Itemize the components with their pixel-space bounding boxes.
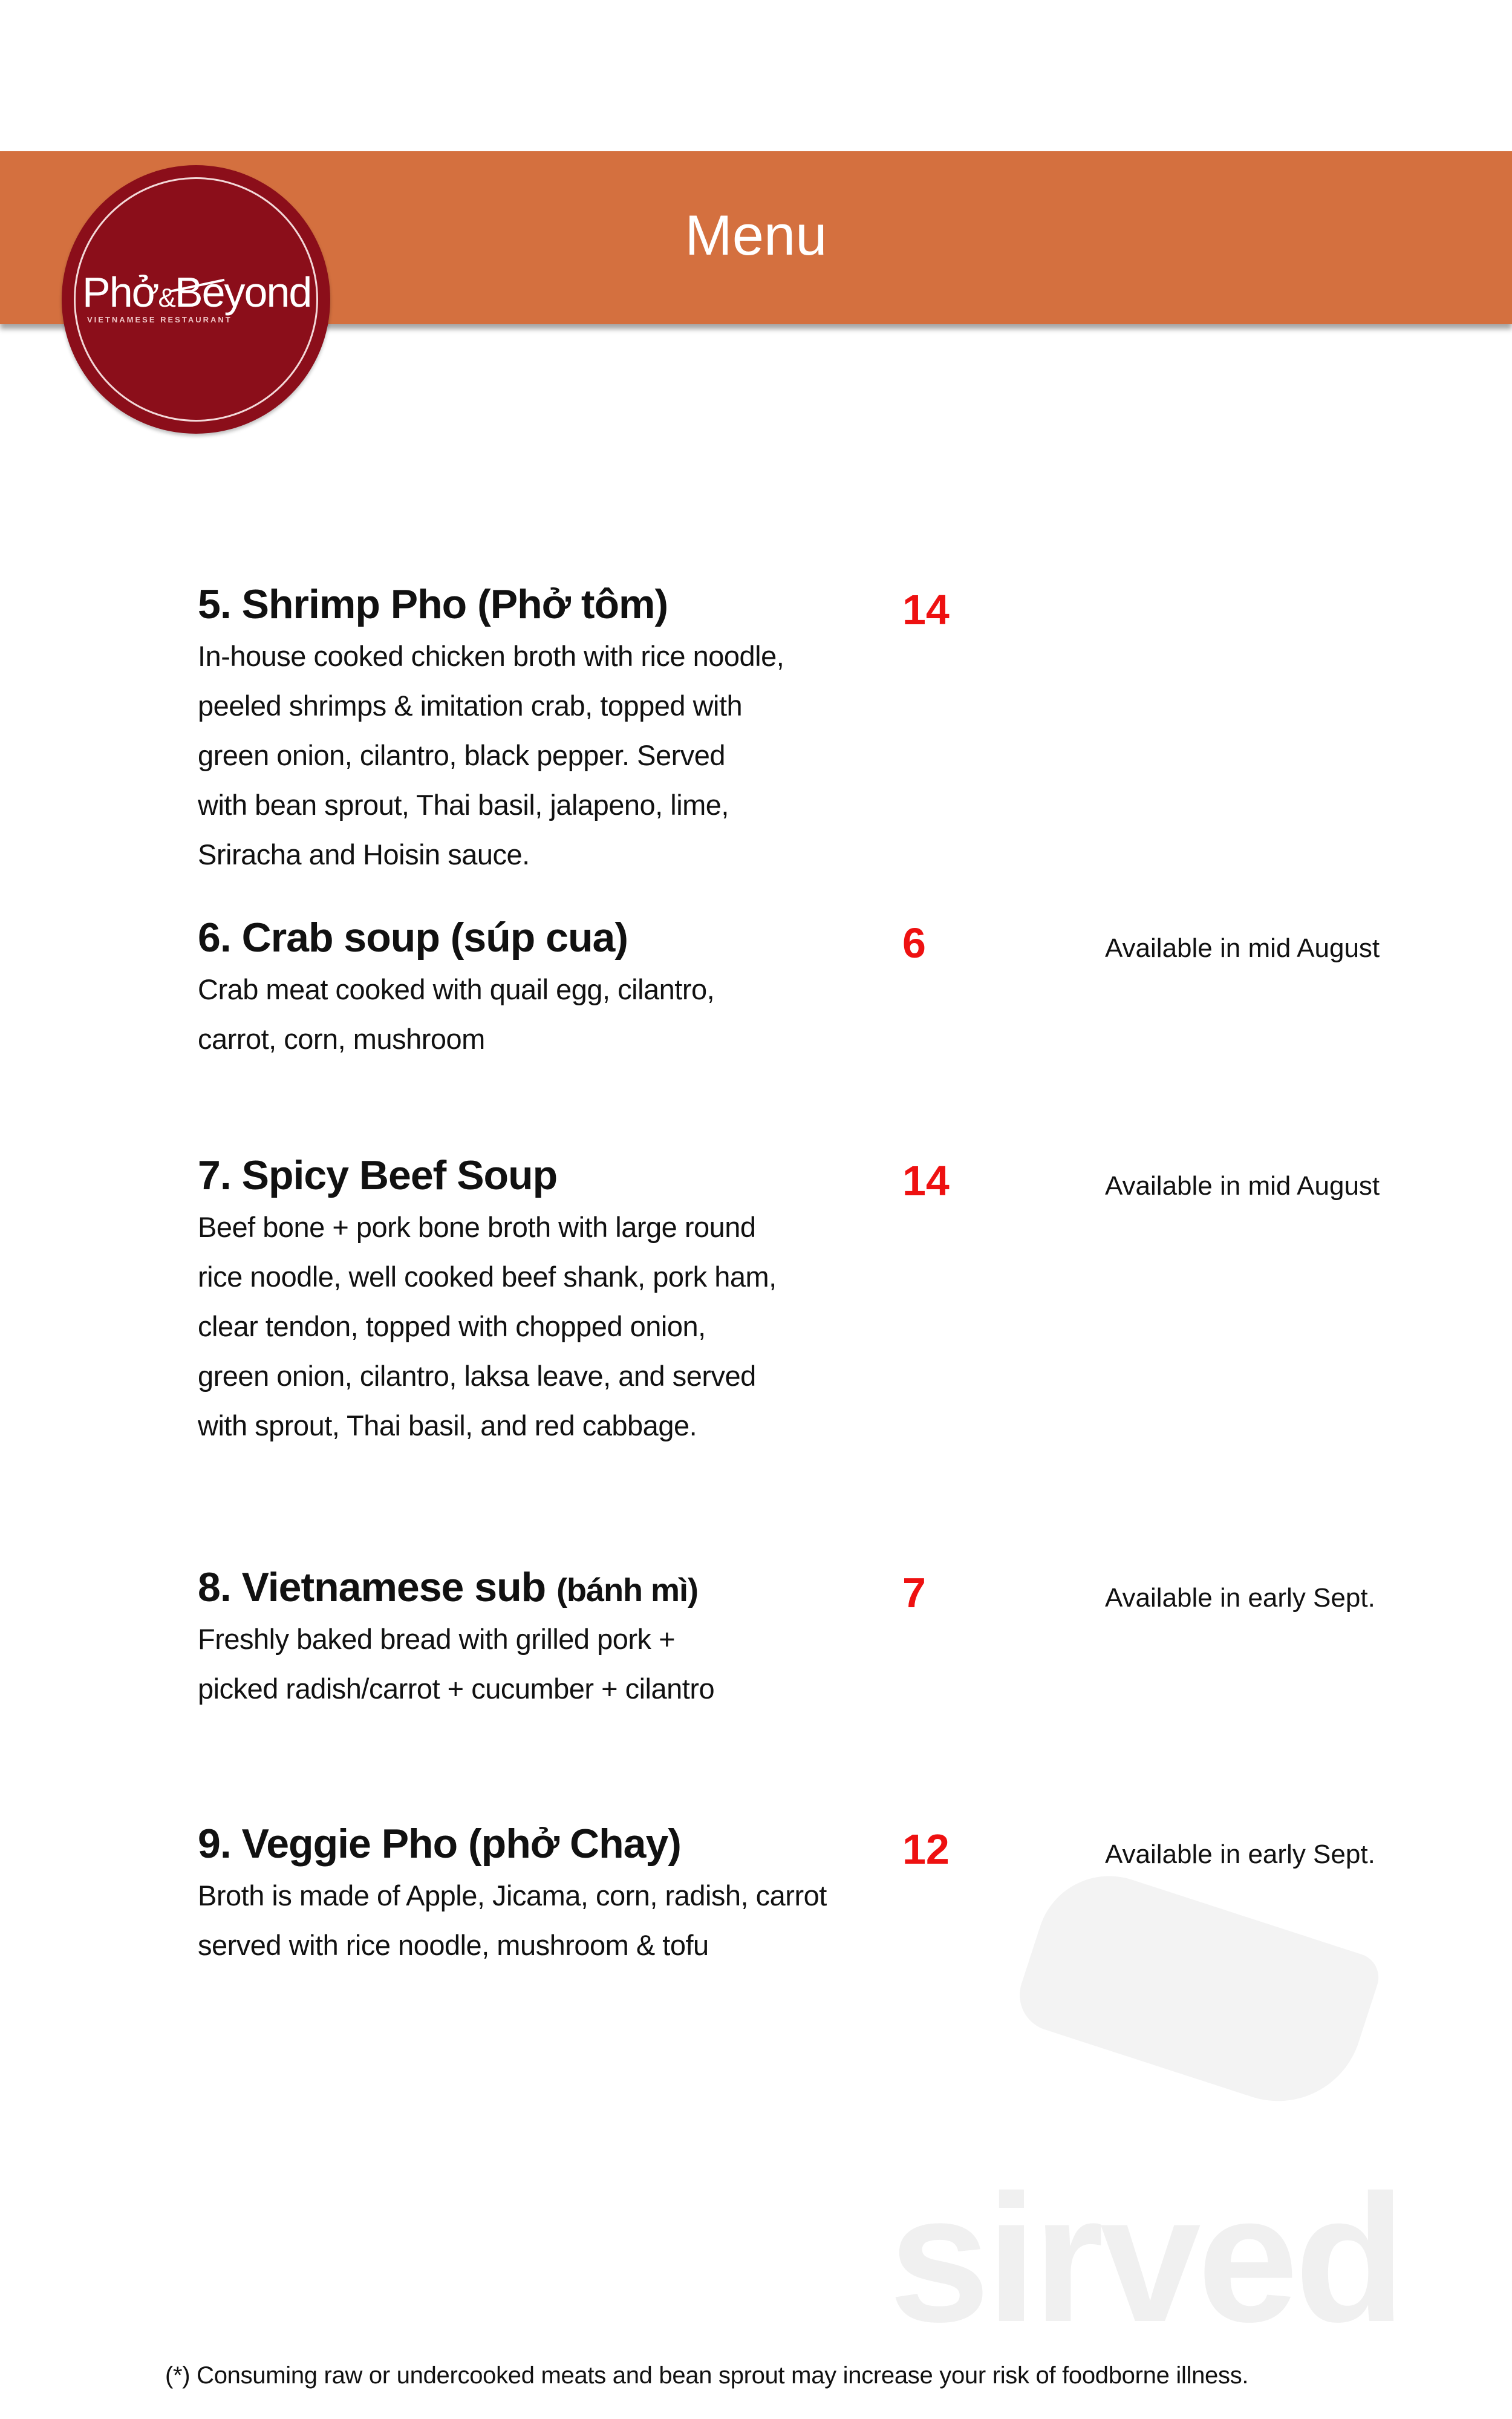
desc-line: served with rice noodle, mushroom & tofu [198,1929,709,1961]
menu-item [198,914,924,1064]
footer-disclaimer: (*) Consuming raw or undercooked meats and bean sprout may increase your risk of foodborne illness. [165,2362,1249,2389]
logo-subtitle: VIETNAMESE RESTAURANT [87,315,232,324]
desc-line: Broth is made of Apple, Jicama, corn, radish, carrot [198,1879,827,1911]
desc-line: Sriracha and Hoisin sauce. [198,838,530,870]
item-title-suffix: (bánh mì) [556,1572,699,1608]
item-price: 6 [902,919,926,967]
desc-line: carrot, corn, mushroom [198,1023,485,1055]
item-description [198,1871,1044,1970]
item-price: 14 [902,586,950,633]
item-description [198,632,924,880]
desc-line: green onion, cilantro, laksa leave, and served [198,1360,756,1392]
item-description [198,1203,924,1451]
item-availability: Available in early Sept. [1105,1840,1375,1869]
item-title: 9. Veggie Pho (phở Chay) [198,1821,681,1867]
item-description [198,965,924,1064]
desc-line: Beef bone + pork bone broth with large round [198,1211,756,1243]
desc-line: with sprout, Thai basil, and red cabbage. [198,1409,697,1441]
item-availability: Available in mid August [1105,933,1380,963]
watermark-knife-icon [1010,1857,1384,2123]
restaurant-logo [62,165,330,434]
item-title [198,1564,924,1611]
desc-line: green onion, cilantro, black pepper. Served [198,739,726,771]
menu-item [198,1564,924,1714]
menu-item [198,1152,924,1451]
item-availability: Available in early Sept. [1105,1583,1375,1613]
desc-line: In-house cooked chicken broth with rice noodle, [198,640,784,672]
item-price: 12 [902,1826,950,1873]
item-availability: Available in mid August [1105,1171,1380,1201]
menu-item [198,581,924,880]
logo-name-part2: Beyond [174,269,311,316]
item-title-main: 8. Vietnamese sub [198,1564,546,1610]
desc-line: picked radish/carrot + cucumber + cilantro [198,1673,715,1705]
desc-line: Crab meat cooked with quail egg, cilantro, [198,973,715,1005]
page-title: Menu [685,203,827,267]
logo-name-part1: Phở [82,269,158,316]
item-description [198,1614,924,1714]
desc-line: clear tendon, topped with chopped onion, [198,1310,706,1342]
desc-line: rice noodle, well cooked beef shank, pork ham, [198,1261,777,1293]
item-price: 14 [902,1157,950,1204]
watermark: sirved [889,2156,1402,2360]
logo-amp: & [158,283,175,313]
desc-line: Freshly baked bread with grilled pork + [198,1623,676,1655]
logo-name [82,268,311,316]
desc-line: peeled shrimps & imitation crab, topped with [198,690,743,722]
item-price: 7 [902,1569,926,1616]
desc-line: with bean sprout, Thai basil, jalapeno, lime, [198,789,729,821]
item-title: 7. Spicy Beef Soup [198,1152,558,1198]
item-title: 6. Crab soup (súp cua) [198,915,628,961]
item-title: 5. Shrimp Pho (Phở tôm) [198,581,668,627]
